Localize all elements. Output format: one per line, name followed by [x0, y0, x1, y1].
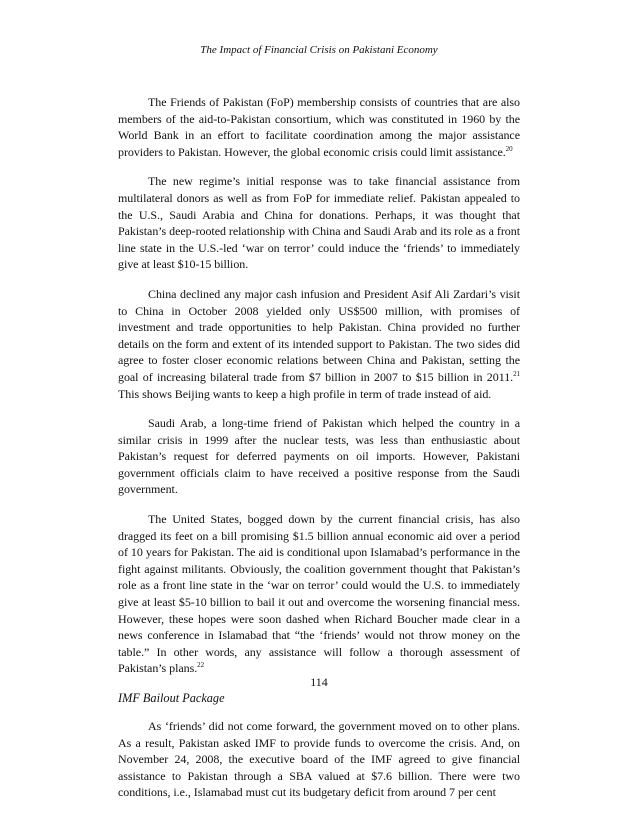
paragraph-text: As ‘friends’ did not come forward, the government moved on to other plans. As a result, Pakistan asked IMF to provide funds to overcome the crisis. And, on November 24, 2008, the executive board of the IMF agreed to give financial assistance to Pakistan through a SBA valued at $7.6 billion. There were two conditions, i.e., Islamabad must cut its budgetary deficit from around 7 per cent [118, 719, 520, 800]
paragraph-text: The new regime’s initial response was to take financial assistance from multilateral donors as well as from FoP for immediate relief. Pakistan appealed to the U.S., Saudi Arabia and China for donations. Perhaps, it was thought that Pakistan’s deep-rooted relationship with China and Saudi Arab and its role as a front line state in the U.S.-led ‘war on terror’ could induce the ‘friends’ to immediately give at least $10-15 billion. [118, 174, 520, 272]
paragraph-text: The United States, bogged down by the current financial crisis, has also dragged its feet on a bill promising $1.5 billion annual economic aid over a period of 10 years for Pakistan. The aid is conditional upon Islamabad’s performance in the fight against militants. Obviously, the coalition government thought that Pakistan’s role as a front line state in the ‘war on terror’ could would the U.S. to immediately give at least $5-10 billion to bail it out and overcome the worsening financial mess. However, these hopes were soon dashed when Richard Boucher made clear in a news conference in Islamabad that “the ‘friends’ would not throw money on the table.” In other words, any assistance will follow a thorough assessment of Pakistan’s plans. [118, 512, 520, 676]
section-heading-imf-bailout: IMF Bailout Package [118, 691, 225, 705]
paragraph-friends-of-pakistan [118, 94, 520, 160]
paragraph-text: China declined any major cash infusion and President Asif Ali Zardari’s visit to China in October 2008 yielded only US$500 million, with promises of investment and trade opportunities to help Pakistan. China provided no further details on the form and extent of its intended support to Pakistan. The two sides did agree to foster closer economic relations between China and Pakistan, setting the goal of increasing bilateral trade from $7 billion in 2007 to $15 billion in 2011. [118, 286, 520, 384]
paragraph-saudi-arab [118, 415, 520, 498]
paragraph-text-continued: This shows Beijing wants to keep a high profile in term of trade instead of aid. [118, 386, 492, 401]
page-number: 114 [310, 675, 328, 689]
paragraph-china [118, 286, 520, 402]
footnote-marker[interactable]: 21 [513, 369, 520, 378]
paragraph-united-states [118, 511, 520, 677]
paragraph-text: Saudi Arab, a long-time friend of Pakistan which helped the country in a similar crisis in 1999 after the nuclear tests, was less than enthusiastic about Pakistan’s request for deferred payments on oil imports. However, Pakistani government officials claim to have received a positive response from the Saudi government. [118, 416, 520, 497]
paragraph-text: The Friends of Pakistan (FoP) membership consists of countries that are also members of the aid-to-Pakistan consortium, which was constituted in 1960 by the World Bank in an effort to facilitate coordination among the major assistance providers to Pakistan. However, the global economic crisis could limit assistance. [118, 95, 520, 159]
running-header: The Impact of Financial Crisis on Pakistani Economy [200, 44, 438, 56]
body-text [118, 94, 520, 814]
paragraph-imf [118, 718, 520, 801]
footnote-marker[interactable]: 20 [505, 144, 513, 153]
paragraph-new-regime-response [118, 173, 520, 273]
footnote-marker[interactable]: 22 [197, 661, 205, 670]
